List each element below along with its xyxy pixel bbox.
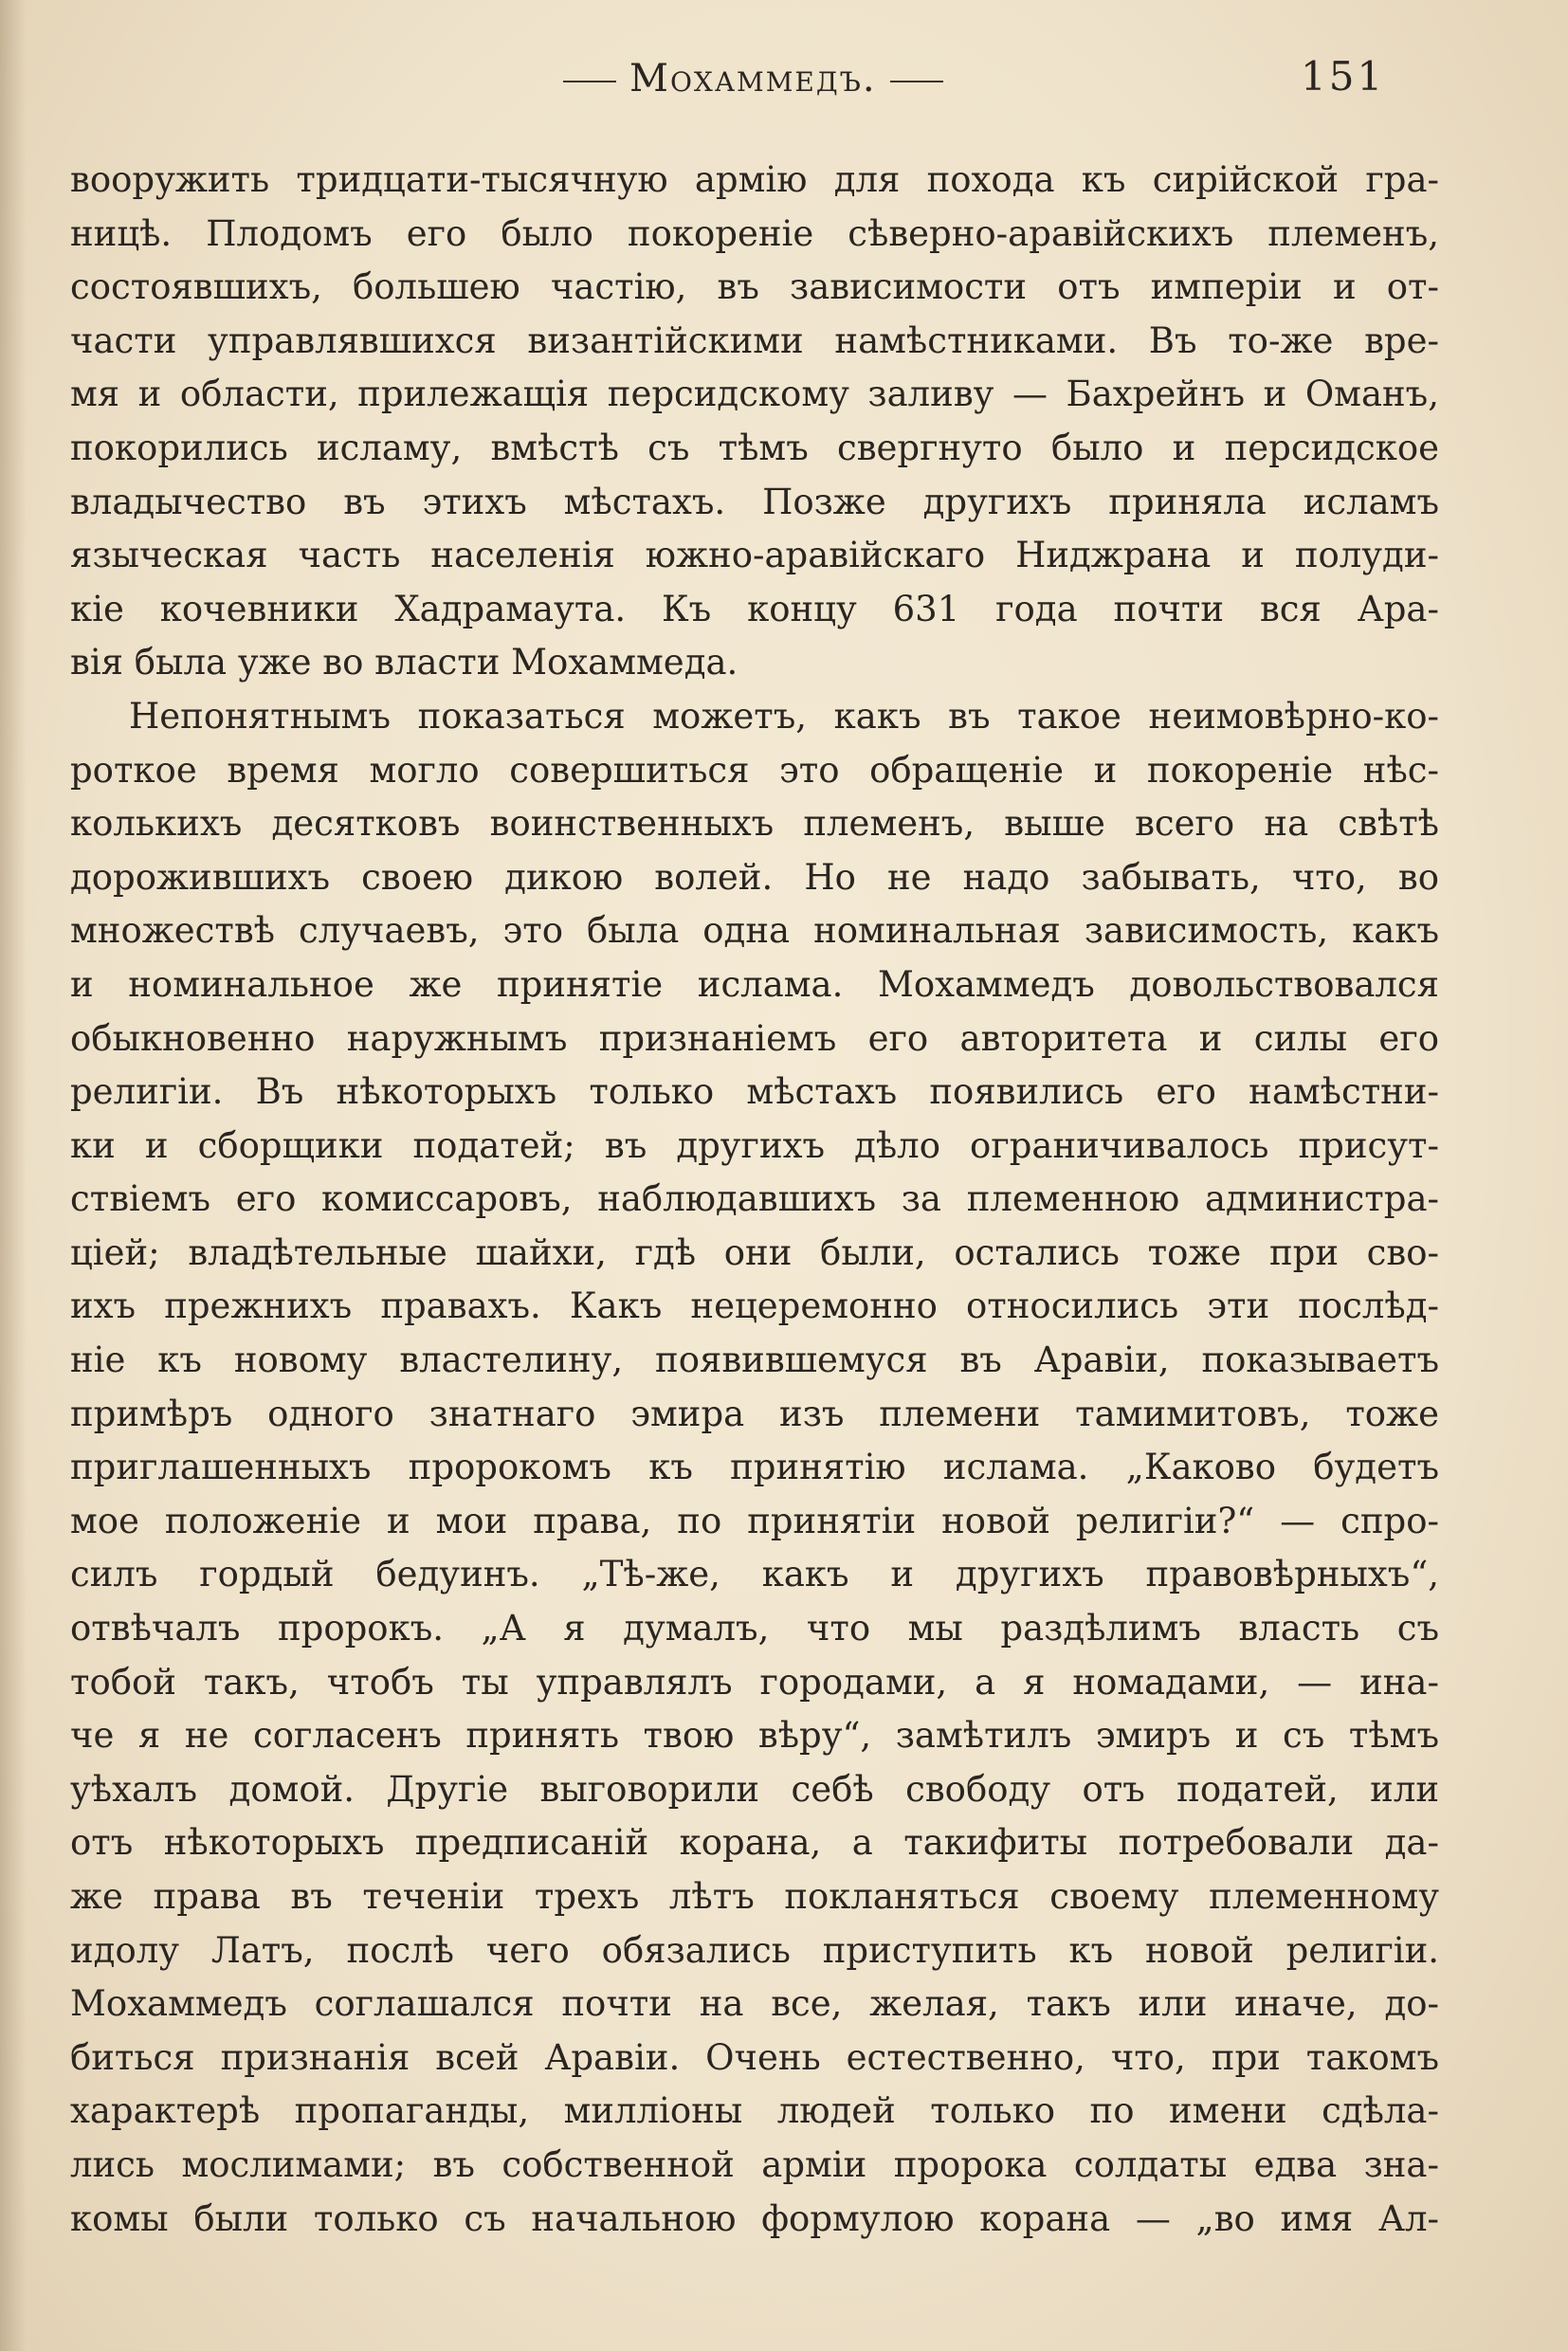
text-line: отвѣчалъ пророкъ. „А я думалъ, что мы раздѣлимъ власть съ <box>70 1608 1439 1649</box>
text-line: состоявшихъ, большею частію, въ зависимости отъ имперіи и от- <box>70 266 1439 308</box>
text-line: владычество въ этихъ мѣстахъ. Позже другихъ приняла исламъ <box>70 481 1439 522</box>
text-line: множествѣ случаевъ, это была одна номинальная зависимость, какъ <box>70 910 1439 952</box>
text-line: ницѣ. Плодомъ его было покореніе сѣверно-аравійскихъ племенъ, <box>70 212 1439 254</box>
text-line: же права въ теченіи трехъ лѣтъ покланяться своему племенному <box>70 1876 1439 1917</box>
text-line: покорились исламу, вмѣстѣ съ тѣмъ свергнуто было и персидское <box>70 427 1439 468</box>
text-line: че я не согласенъ принять твою вѣру“, замѣтилъ эмиръ и съ тѣмъ <box>70 1715 1439 1757</box>
body-text <box>70 154 1439 2246</box>
text-line: характерѣ пропаганды, милліоны людей только по имени сдѣла- <box>70 2090 1439 2132</box>
text-line: вооружить тридцати-тысячную армію для похода къ сирійской гра- <box>70 159 1439 200</box>
text-line: религіи. Въ нѣкоторыхъ только мѣстахъ появились его намѣстни- <box>70 1071 1439 1113</box>
text-line: мое положеніе и мои права, по принятіи новой религіи?“ — спро- <box>70 1500 1439 1541</box>
text-line: лись мослимами; въ собственной арміи пророка солдаты едва зна- <box>70 2143 1439 2185</box>
text-line: роткое время могло совершиться это обращеніе и покореніе нѣс- <box>70 749 1439 791</box>
text-line: примѣръ одного знатнаго эмира изъ племени тамимитовъ, тоже <box>70 1393 1439 1434</box>
text-line: ки и сборщики податей; въ другихъ дѣло ограничивалось присут- <box>70 1124 1439 1166</box>
running-title-text: Мохаммедъ. <box>629 57 877 100</box>
text-line: вія была уже во власти Мохаммеда. <box>70 642 738 683</box>
text-line: и номинальное же принятіе ислама. Мохаммедъ довольствовался <box>70 963 1439 1005</box>
page-gutter-shadow <box>0 0 27 2351</box>
text-line: языческая часть населенія южно-аравійскаго Ниджрана и полуди- <box>70 535 1439 576</box>
text-line: ціей; владѣтельные шайхи, гдѣ они были, остались тоже при сво- <box>70 1231 1439 1273</box>
text-line: колькихъ десятковъ воинственныхъ племенъ, выше всего на свѣтѣ <box>70 803 1439 845</box>
text-line: мя и области, прилежащія персидскому заливу — Бахрейнъ и Оманъ, <box>70 374 1439 415</box>
text-line: отъ нѣкоторыхъ предписаній корана, а такифиты потребовали да- <box>70 1822 1439 1864</box>
text-line: уѣхалъ домой. Другіе выговорили себѣ свободу отъ податей, или <box>70 1768 1439 1810</box>
text-line: дорожившихъ своею дикою волей. Но не надо забывать, что, во <box>70 856 1439 898</box>
text-line: силъ гордый бедуинъ. „Тѣ-же, какъ и другихъ правовѣрныхъ“, <box>70 1554 1439 1595</box>
text-line: ствіемъ его комиссаровъ, наблюдавшихъ за племенною администра- <box>70 1178 1439 1220</box>
text-line: приглашенныхъ пророкомъ къ принятію ислама. „Каково будетъ <box>70 1447 1439 1488</box>
text-line: части управлявшихся византійскими намѣстниками. Въ то-же вре- <box>70 319 1439 361</box>
text-line: комы были только съ начальною формулою корана — „во имя Ал- <box>70 2197 1439 2239</box>
page-number: 151 <box>1301 53 1386 100</box>
title-dash-right <box>890 81 943 82</box>
title-dash-left <box>563 81 616 82</box>
text-line: биться признанія всей Аравіи. Очень естественно, что, при такомъ <box>70 2036 1439 2078</box>
text-line: Мохаммедъ соглашался почти на все, желая, такъ или иначе, до- <box>70 1983 1439 2025</box>
running-head <box>0 49 1568 106</box>
text-line: ніе къ новому властелину, появившемуся въ Аравіи, показываетъ <box>70 1340 1439 1381</box>
text-line: идолу Латъ, послѣ чего обязались приступить къ новой религіи. <box>70 1929 1439 1971</box>
text-line: кіе кочевники Хадрамаута. Къ концу 631 года почти вся Ара- <box>70 588 1439 629</box>
text-line: обыкновенно наружнымъ признаніемъ его авторитета и силы его <box>70 1017 1439 1059</box>
running-title <box>550 57 957 100</box>
text-line: тобой такъ, чтобъ ты управлялъ городами, а я номадами, — ина- <box>70 1661 1439 1703</box>
text-line: ихъ прежнихъ правахъ. Какъ нецеремонно относились эти послѣд- <box>70 1285 1439 1327</box>
paragraph-first-line: Непонятнымъ показаться можетъ, какъ въ такое неимовѣрно-ко- <box>129 695 1439 737</box>
